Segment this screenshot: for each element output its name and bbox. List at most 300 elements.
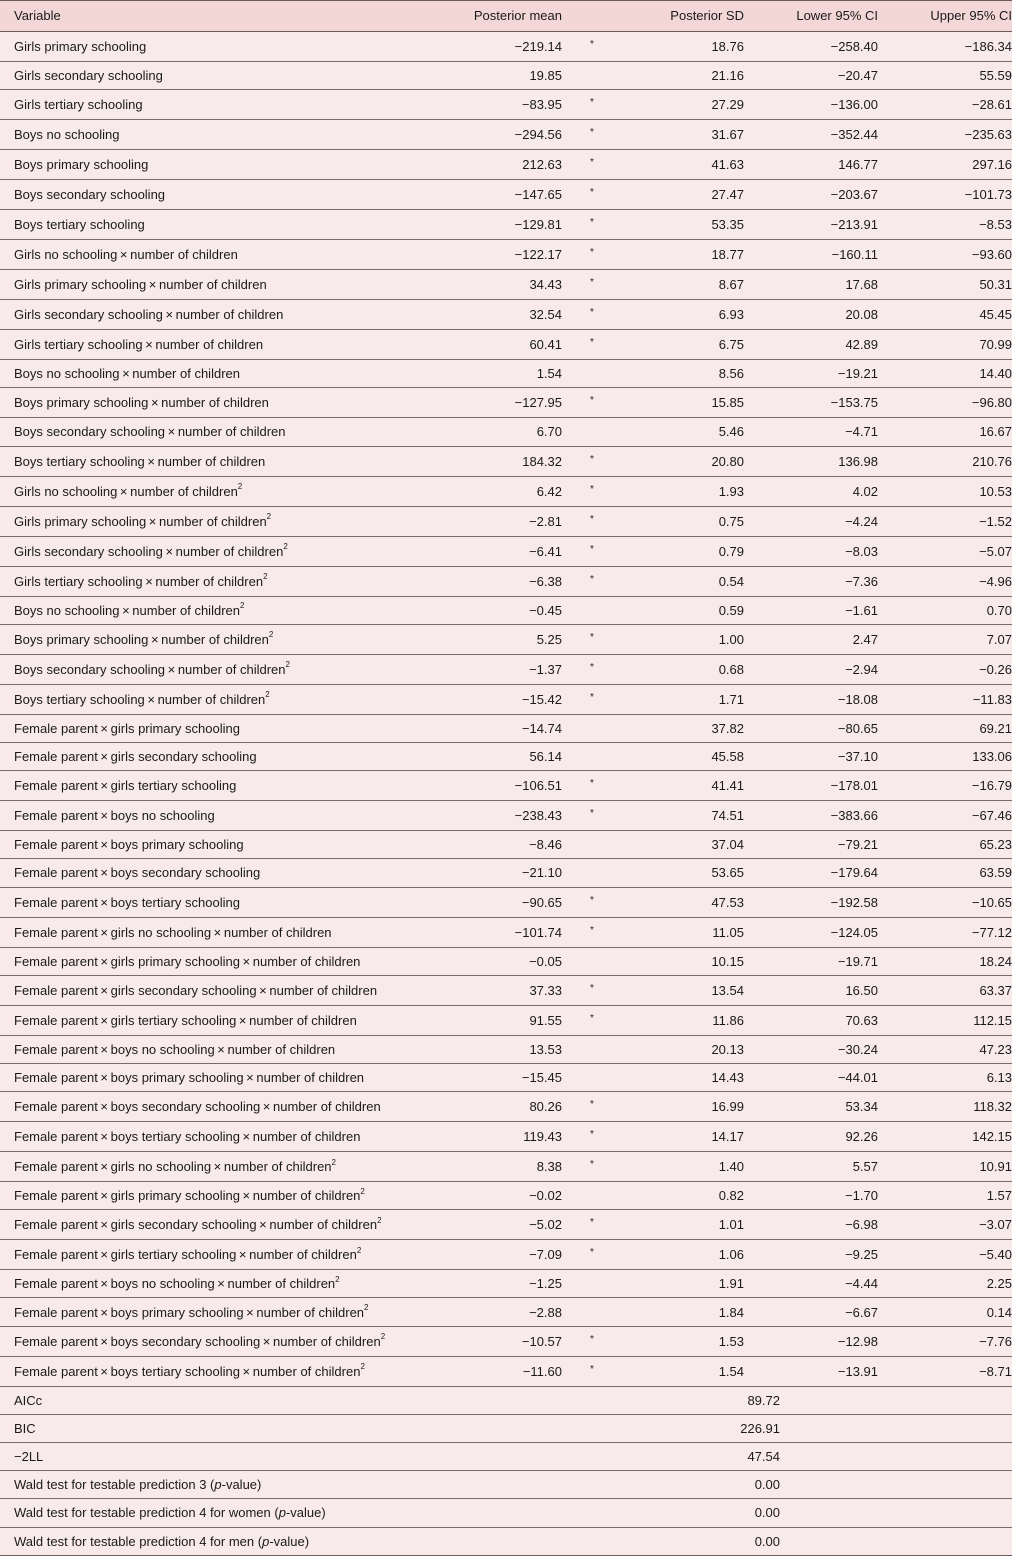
table-row bbox=[0, 536, 1012, 566]
lower-ci-cell: −178.01 bbox=[744, 771, 878, 801]
table-row bbox=[0, 62, 1012, 90]
significance-marker: * bbox=[590, 1159, 594, 1171]
variable-label: Female parent × girls tertiary schooling × number of children bbox=[14, 1012, 357, 1028]
table-row bbox=[0, 684, 1012, 714]
significance-cell bbox=[562, 1122, 622, 1152]
stat-empty bbox=[878, 1499, 1012, 1527]
significance-cell bbox=[562, 1063, 622, 1091]
significance-marker: * bbox=[590, 247, 594, 259]
posterior-mean-cell: −8.46 bbox=[434, 831, 562, 859]
variable-label: Boys tertiary schooling × number of children bbox=[14, 453, 266, 469]
significance-cell bbox=[562, 771, 622, 801]
upper-ci-cell: 112.15 bbox=[878, 1005, 1012, 1035]
table-row bbox=[0, 1298, 1012, 1326]
significance-cell bbox=[562, 1182, 622, 1210]
posterior-mean-cell: −2.88 bbox=[434, 1298, 562, 1326]
lower-ci-cell: 70.63 bbox=[744, 1005, 878, 1035]
variable-cell bbox=[0, 1063, 434, 1091]
variable-cell bbox=[0, 1122, 434, 1152]
table-row bbox=[0, 947, 1012, 975]
significance-cell bbox=[562, 270, 622, 300]
posterior-mean-cell: −11.60 bbox=[434, 1356, 562, 1386]
stat-value: 0.00 bbox=[754, 1533, 780, 1549]
posterior-sd-cell: 15.85 bbox=[622, 388, 744, 418]
variable-label: Female parent × girls primary schooling bbox=[14, 720, 240, 736]
posterior-sd-cell: 1.54 bbox=[622, 1356, 744, 1386]
table-row bbox=[0, 771, 1012, 801]
posterior-sd-cell: 1.84 bbox=[622, 1298, 744, 1326]
table-row bbox=[0, 270, 1012, 300]
upper-ci-cell: 10.53 bbox=[878, 476, 1012, 506]
significance-cell bbox=[562, 975, 622, 1005]
posterior-mean-cell: 32.54 bbox=[434, 300, 562, 330]
stat-label: Wald test for testable prediction 3 ( bbox=[14, 1477, 215, 1493]
variable-cell bbox=[0, 1092, 434, 1122]
stat-value: 226.91 bbox=[740, 1420, 780, 1436]
stat-value: 89.72 bbox=[747, 1392, 780, 1408]
variable-cell bbox=[0, 62, 434, 90]
significance-cell bbox=[562, 654, 622, 684]
variable-cell bbox=[0, 684, 434, 714]
variable-cell bbox=[0, 1270, 434, 1298]
variable-label: Female parent × girls no schooling × number of children bbox=[14, 924, 332, 940]
stat-spacer bbox=[562, 1386, 622, 1414]
significance-marker: * bbox=[590, 217, 594, 229]
posterior-mean-cell: 5.25 bbox=[434, 624, 562, 654]
posterior-sd-cell: 6.75 bbox=[622, 330, 744, 360]
posterior-mean-cell: 6.42 bbox=[434, 476, 562, 506]
stat-value-cell bbox=[622, 1443, 780, 1471]
significance-marker: * bbox=[590, 1333, 594, 1345]
significance-cell bbox=[562, 1210, 622, 1240]
lower-ci-cell: 16.50 bbox=[744, 975, 878, 1005]
lower-ci-cell: 42.89 bbox=[744, 330, 878, 360]
posterior-sd-cell: 1.00 bbox=[622, 624, 744, 654]
significance-cell bbox=[562, 1035, 622, 1063]
table-row bbox=[0, 1152, 1012, 1182]
lower-ci-cell: −124.05 bbox=[744, 917, 878, 947]
variable-label: Female parent × girls tertiary schooling bbox=[14, 778, 237, 794]
table-row bbox=[0, 831, 1012, 859]
significance-marker: * bbox=[590, 894, 594, 906]
stat-value: 0.00 bbox=[754, 1477, 780, 1493]
upper-ci-cell: 16.67 bbox=[878, 418, 1012, 446]
stat-value-cell bbox=[622, 1499, 780, 1527]
variable-cell bbox=[0, 1182, 434, 1210]
variable-cell bbox=[0, 831, 434, 859]
stat-value-cell bbox=[622, 1527, 780, 1555]
posterior-mean-cell: 6.70 bbox=[434, 418, 562, 446]
lower-ci-cell: −4.71 bbox=[744, 418, 878, 446]
table-row bbox=[0, 714, 1012, 742]
stat-label-italic: p bbox=[262, 1533, 270, 1549]
posterior-mean-cell: −83.95 bbox=[434, 90, 562, 120]
stat-label-cell bbox=[0, 1414, 562, 1442]
stat-label-cell bbox=[0, 1386, 562, 1414]
variable-label: Female parent × boys primary schooling × number of children bbox=[14, 1304, 365, 1320]
posterior-mean-cell: −10.57 bbox=[434, 1326, 562, 1356]
lower-ci-cell: −12.98 bbox=[744, 1326, 878, 1356]
table-row bbox=[0, 150, 1012, 180]
upper-ci-cell: 1.57 bbox=[878, 1182, 1012, 1210]
table-row bbox=[0, 917, 1012, 947]
significance-marker: * bbox=[590, 1099, 594, 1111]
upper-ci-cell: −1.52 bbox=[878, 506, 1012, 536]
upper-ci-cell: 45.45 bbox=[878, 300, 1012, 330]
posterior-mean-cell: −122.17 bbox=[434, 240, 562, 270]
variable-label: Female parent × girls no schooling × number of children bbox=[14, 1159, 332, 1175]
exponent: 2 bbox=[237, 482, 243, 492]
significance-cell bbox=[562, 1298, 622, 1326]
table-row bbox=[0, 32, 1012, 62]
stat-empty bbox=[878, 1527, 1012, 1555]
table-row bbox=[0, 330, 1012, 360]
lower-ci-cell: −6.67 bbox=[744, 1298, 878, 1326]
variable-label: Female parent × boys primary schooling bbox=[14, 837, 244, 853]
significance-cell bbox=[562, 120, 622, 150]
lower-ci-cell: −79.21 bbox=[744, 831, 878, 859]
posterior-sd-cell: 21.16 bbox=[622, 62, 744, 90]
table-row bbox=[0, 120, 1012, 150]
stat-label: Wald test for testable prediction 4 for women ( bbox=[14, 1505, 279, 1521]
stat-value-cell bbox=[622, 1386, 780, 1414]
lower-ci-cell: −352.44 bbox=[744, 120, 878, 150]
variable-cell bbox=[0, 240, 434, 270]
variable-label: Boys primary schooling × number of children bbox=[14, 631, 269, 647]
lower-ci-cell: −258.40 bbox=[744, 32, 878, 62]
posterior-mean-cell: 34.43 bbox=[434, 270, 562, 300]
table-row bbox=[0, 859, 1012, 887]
lower-ci-cell: −203.67 bbox=[744, 180, 878, 210]
variable-cell bbox=[0, 1240, 434, 1270]
significance-cell bbox=[562, 1356, 622, 1386]
variable-cell bbox=[0, 566, 434, 596]
variable-label: Female parent × boys tertiary schooling bbox=[14, 894, 240, 910]
stat-row bbox=[0, 1386, 1012, 1414]
upper-ci-cell: 297.16 bbox=[878, 150, 1012, 180]
table-row bbox=[0, 1063, 1012, 1091]
variable-cell bbox=[0, 210, 434, 240]
variable-label: Female parent × boys tertiary schooling × number of children bbox=[14, 1129, 361, 1145]
variable-cell bbox=[0, 1005, 434, 1035]
significance-cell bbox=[562, 210, 622, 240]
significance-cell bbox=[562, 566, 622, 596]
posterior-mean-cell: −127.95 bbox=[434, 388, 562, 418]
posterior-sd-cell: 10.15 bbox=[622, 947, 744, 975]
variable-label: Female parent × girls secondary schooling × number of children bbox=[14, 982, 378, 998]
posterior-sd-cell: 37.82 bbox=[622, 714, 744, 742]
posterior-sd-cell: 1.40 bbox=[622, 1152, 744, 1182]
posterior-sd-cell: 53.65 bbox=[622, 859, 744, 887]
lower-ci-cell: −192.58 bbox=[744, 887, 878, 917]
lower-ci-cell: −80.65 bbox=[744, 714, 878, 742]
significance-cell bbox=[562, 32, 622, 62]
significance-marker: * bbox=[590, 661, 594, 673]
upper-ci-cell: −8.53 bbox=[878, 210, 1012, 240]
lower-ci-cell: −19.21 bbox=[744, 360, 878, 388]
variable-label: Female parent × boys no schooling bbox=[14, 808, 215, 824]
posterior-mean-cell: −0.45 bbox=[434, 596, 562, 624]
variable-cell bbox=[0, 714, 434, 742]
significance-cell bbox=[562, 596, 622, 624]
posterior-mean-cell: −0.02 bbox=[434, 1182, 562, 1210]
stat-row bbox=[0, 1527, 1012, 1555]
stat-row bbox=[0, 1471, 1012, 1499]
posterior-mean-cell: 91.55 bbox=[434, 1005, 562, 1035]
exponent: 2 bbox=[263, 572, 268, 582]
posterior-sd-cell: 37.04 bbox=[622, 831, 744, 859]
table-row bbox=[0, 476, 1012, 506]
upper-ci-cell: 133.06 bbox=[878, 742, 1012, 770]
upper-ci-cell: −0.26 bbox=[878, 654, 1012, 684]
table-row bbox=[0, 566, 1012, 596]
header-row bbox=[0, 1, 1012, 32]
significance-cell bbox=[562, 180, 622, 210]
variable-label: Female parent × girls secondary schooling bbox=[14, 749, 257, 765]
stat-label-suffix: -value) bbox=[221, 1477, 262, 1493]
upper-ci-cell: 0.14 bbox=[878, 1298, 1012, 1326]
table-row bbox=[0, 624, 1012, 654]
variable-cell bbox=[0, 859, 434, 887]
table-row bbox=[0, 506, 1012, 536]
table-row bbox=[0, 887, 1012, 917]
significance-marker: * bbox=[590, 543, 594, 555]
table-row bbox=[0, 1122, 1012, 1152]
significance-cell bbox=[562, 418, 622, 446]
stat-row bbox=[0, 1499, 1012, 1527]
variable-cell bbox=[0, 1326, 434, 1356]
stat-spacer bbox=[562, 1471, 622, 1499]
significance-marker: * bbox=[590, 1217, 594, 1229]
posterior-mean-cell: −101.74 bbox=[434, 917, 562, 947]
lower-ci-cell: −1.70 bbox=[744, 1182, 878, 1210]
lower-ci-cell: −8.03 bbox=[744, 536, 878, 566]
posterior-mean-cell: −0.05 bbox=[434, 947, 562, 975]
significance-cell bbox=[562, 1005, 622, 1035]
significance-cell bbox=[562, 330, 622, 360]
upper-ci-cell: 2.25 bbox=[878, 1270, 1012, 1298]
posterior-mean-cell: −14.74 bbox=[434, 714, 562, 742]
exponent: 2 bbox=[268, 630, 274, 640]
upper-ci-cell: −8.71 bbox=[878, 1356, 1012, 1386]
posterior-sd-cell: 5.46 bbox=[622, 418, 744, 446]
exponent: 2 bbox=[266, 512, 272, 522]
significance-cell bbox=[562, 801, 622, 831]
table-row bbox=[0, 801, 1012, 831]
exponent: 2 bbox=[380, 1332, 386, 1342]
posterior-mean-cell: −15.42 bbox=[434, 684, 562, 714]
stat-label-cell bbox=[0, 1443, 562, 1471]
upper-ci-cell: 65.23 bbox=[878, 831, 1012, 859]
significance-cell bbox=[562, 62, 622, 90]
upper-ci-cell: −7.76 bbox=[878, 1326, 1012, 1356]
stat-label-cell bbox=[0, 1499, 562, 1527]
variable-label: Female parent × boys primary schooling × number of children bbox=[14, 1069, 365, 1085]
upper-ci-cell: −3.07 bbox=[878, 1210, 1012, 1240]
posterior-sd-cell: 14.43 bbox=[622, 1063, 744, 1091]
lower-ci-cell: −37.10 bbox=[744, 742, 878, 770]
significance-marker: * bbox=[590, 1247, 594, 1259]
upper-ci-cell: 0.70 bbox=[878, 596, 1012, 624]
lower-ci-cell: 20.08 bbox=[744, 300, 878, 330]
posterior-mean-cell: −1.25 bbox=[434, 1270, 562, 1298]
table-row bbox=[0, 240, 1012, 270]
posterior-sd-cell: 1.71 bbox=[622, 684, 744, 714]
variable-label: Female parent × boys no schooling × number of children bbox=[14, 1276, 336, 1292]
variable-label: Girls no schooling × number of children bbox=[14, 247, 238, 263]
posterior-sd-cell: 1.93 bbox=[622, 476, 744, 506]
variable-label: Boys tertiary schooling × number of children bbox=[14, 691, 266, 707]
variable-cell bbox=[0, 270, 434, 300]
posterior-sd-cell: 0.59 bbox=[622, 596, 744, 624]
stat-label-italic: p bbox=[214, 1477, 222, 1493]
lower-ci-cell: −383.66 bbox=[744, 801, 878, 831]
significance-cell bbox=[562, 742, 622, 770]
significance-cell bbox=[562, 887, 622, 917]
variable-cell bbox=[0, 1035, 434, 1063]
variable-cell bbox=[0, 90, 434, 120]
significance-marker: * bbox=[590, 982, 594, 994]
significance-marker: * bbox=[590, 573, 594, 585]
header-lower-ci: Lower 95% CI bbox=[744, 1, 878, 32]
variable-cell bbox=[0, 1210, 434, 1240]
table-body bbox=[0, 32, 1012, 1556]
significance-cell bbox=[562, 1092, 622, 1122]
significance-cell bbox=[562, 360, 622, 388]
posterior-sd-cell: 20.80 bbox=[622, 446, 744, 476]
exponent: 2 bbox=[265, 690, 270, 700]
posterior-sd-cell: 18.76 bbox=[622, 32, 744, 62]
stat-value-cell bbox=[622, 1414, 780, 1442]
variable-label: Boys primary schooling × number of children bbox=[14, 395, 269, 411]
upper-ci-cell: −93.60 bbox=[878, 240, 1012, 270]
posterior-mean-cell: 1.54 bbox=[434, 360, 562, 388]
lower-ci-cell: −44.01 bbox=[744, 1063, 878, 1091]
significance-marker: * bbox=[590, 1129, 594, 1141]
stat-row bbox=[0, 1414, 1012, 1442]
upper-ci-cell: −5.40 bbox=[878, 1240, 1012, 1270]
posterior-sd-cell: 0.68 bbox=[622, 654, 744, 684]
posterior-sd-cell: 0.82 bbox=[622, 1182, 744, 1210]
upper-ci-cell: −11.83 bbox=[878, 684, 1012, 714]
posterior-mean-cell: −147.65 bbox=[434, 180, 562, 210]
posterior-sd-cell: 6.93 bbox=[622, 300, 744, 330]
variable-cell bbox=[0, 596, 434, 624]
variable-cell bbox=[0, 742, 434, 770]
posterior-mean-cell: −238.43 bbox=[434, 801, 562, 831]
posterior-mean-cell: −1.37 bbox=[434, 654, 562, 684]
variable-cell bbox=[0, 917, 434, 947]
stat-value-cell bbox=[622, 1471, 780, 1499]
lower-ci-cell: 2.47 bbox=[744, 624, 878, 654]
lower-ci-cell: −213.91 bbox=[744, 210, 878, 240]
variable-label: Boys secondary schooling × number of children bbox=[14, 661, 286, 677]
significance-marker: * bbox=[590, 127, 594, 139]
lower-ci-cell: −179.64 bbox=[744, 859, 878, 887]
posterior-sd-cell: 41.41 bbox=[622, 771, 744, 801]
variable-label: Female parent × girls tertiary schooling × number of children bbox=[14, 1247, 357, 1263]
lower-ci-cell: −160.11 bbox=[744, 240, 878, 270]
posterior-sd-cell: 20.13 bbox=[622, 1035, 744, 1063]
posterior-mean-cell: 60.41 bbox=[434, 330, 562, 360]
table-row bbox=[0, 90, 1012, 120]
table-row bbox=[0, 418, 1012, 446]
header-posterior-mean: Posterior mean bbox=[434, 1, 562, 32]
table-row bbox=[0, 1182, 1012, 1210]
significance-marker: * bbox=[590, 97, 594, 109]
significance-cell bbox=[562, 1240, 622, 1270]
posterior-sd-cell: 1.53 bbox=[622, 1326, 744, 1356]
stat-empty bbox=[878, 1386, 1012, 1414]
variable-label: Female parent × girls primary schooling × number of children bbox=[14, 1188, 361, 1204]
variable-cell bbox=[0, 330, 434, 360]
exponent: 2 bbox=[239, 601, 245, 611]
variable-label: Female parent × boys secondary schooling × number of children bbox=[14, 1333, 381, 1349]
significance-marker: * bbox=[590, 337, 594, 349]
upper-ci-cell: −77.12 bbox=[878, 917, 1012, 947]
variable-cell bbox=[0, 150, 434, 180]
variable-cell bbox=[0, 654, 434, 684]
significance-marker: * bbox=[590, 483, 594, 495]
posterior-sd-cell: 74.51 bbox=[622, 801, 744, 831]
lower-ci-cell: −2.94 bbox=[744, 654, 878, 684]
posterior-mean-cell: 80.26 bbox=[434, 1092, 562, 1122]
upper-ci-cell: 63.37 bbox=[878, 975, 1012, 1005]
posterior-mean-cell: 19.85 bbox=[434, 62, 562, 90]
posterior-sd-cell: 1.01 bbox=[622, 1210, 744, 1240]
significance-cell bbox=[562, 831, 622, 859]
significance-cell bbox=[562, 150, 622, 180]
variable-label: Female parent × girls secondary schooling × number of children bbox=[14, 1217, 378, 1233]
variable-label: Female parent × boys secondary schooling bbox=[14, 865, 261, 881]
upper-ci-cell: 118.32 bbox=[878, 1092, 1012, 1122]
posterior-sd-cell: 8.67 bbox=[622, 270, 744, 300]
posterior-sd-cell: 27.47 bbox=[622, 180, 744, 210]
variable-cell bbox=[0, 1356, 434, 1386]
table-row bbox=[0, 975, 1012, 1005]
variable-cell bbox=[0, 418, 434, 446]
stat-empty bbox=[878, 1471, 1012, 1499]
variable-cell bbox=[0, 506, 434, 536]
stat-spacer bbox=[562, 1499, 622, 1527]
posterior-sd-cell: 11.05 bbox=[622, 917, 744, 947]
variable-cell bbox=[0, 446, 434, 476]
stat-label: Wald test for testable prediction 4 for men ( bbox=[14, 1533, 263, 1549]
posterior-sd-cell: 8.56 bbox=[622, 360, 744, 388]
significance-marker: * bbox=[590, 924, 594, 936]
upper-ci-cell: −67.46 bbox=[878, 801, 1012, 831]
posterior-mean-cell: −2.81 bbox=[434, 506, 562, 536]
significance-marker: * bbox=[590, 1012, 594, 1024]
upper-ci-cell: 69.21 bbox=[878, 714, 1012, 742]
posterior-sd-cell: 0.75 bbox=[622, 506, 744, 536]
significance-cell bbox=[562, 1270, 622, 1298]
stat-label-suffix: -value) bbox=[269, 1533, 310, 1549]
significance-cell bbox=[562, 506, 622, 536]
stat-empty bbox=[878, 1414, 1012, 1442]
upper-ci-cell: 50.31 bbox=[878, 270, 1012, 300]
variable-label: Girls tertiary schooling bbox=[14, 97, 143, 113]
posterior-sd-cell: 53.35 bbox=[622, 210, 744, 240]
variable-label: Boys secondary schooling × number of children bbox=[14, 424, 286, 440]
posterior-sd-cell: 14.17 bbox=[622, 1122, 744, 1152]
significance-marker: * bbox=[590, 513, 594, 525]
significance-marker: * bbox=[590, 453, 594, 465]
posterior-mean-cell: −21.10 bbox=[434, 859, 562, 887]
significance-cell bbox=[562, 476, 622, 506]
posterior-sd-cell: 13.54 bbox=[622, 975, 744, 1005]
posterior-sd-cell: 27.29 bbox=[622, 90, 744, 120]
